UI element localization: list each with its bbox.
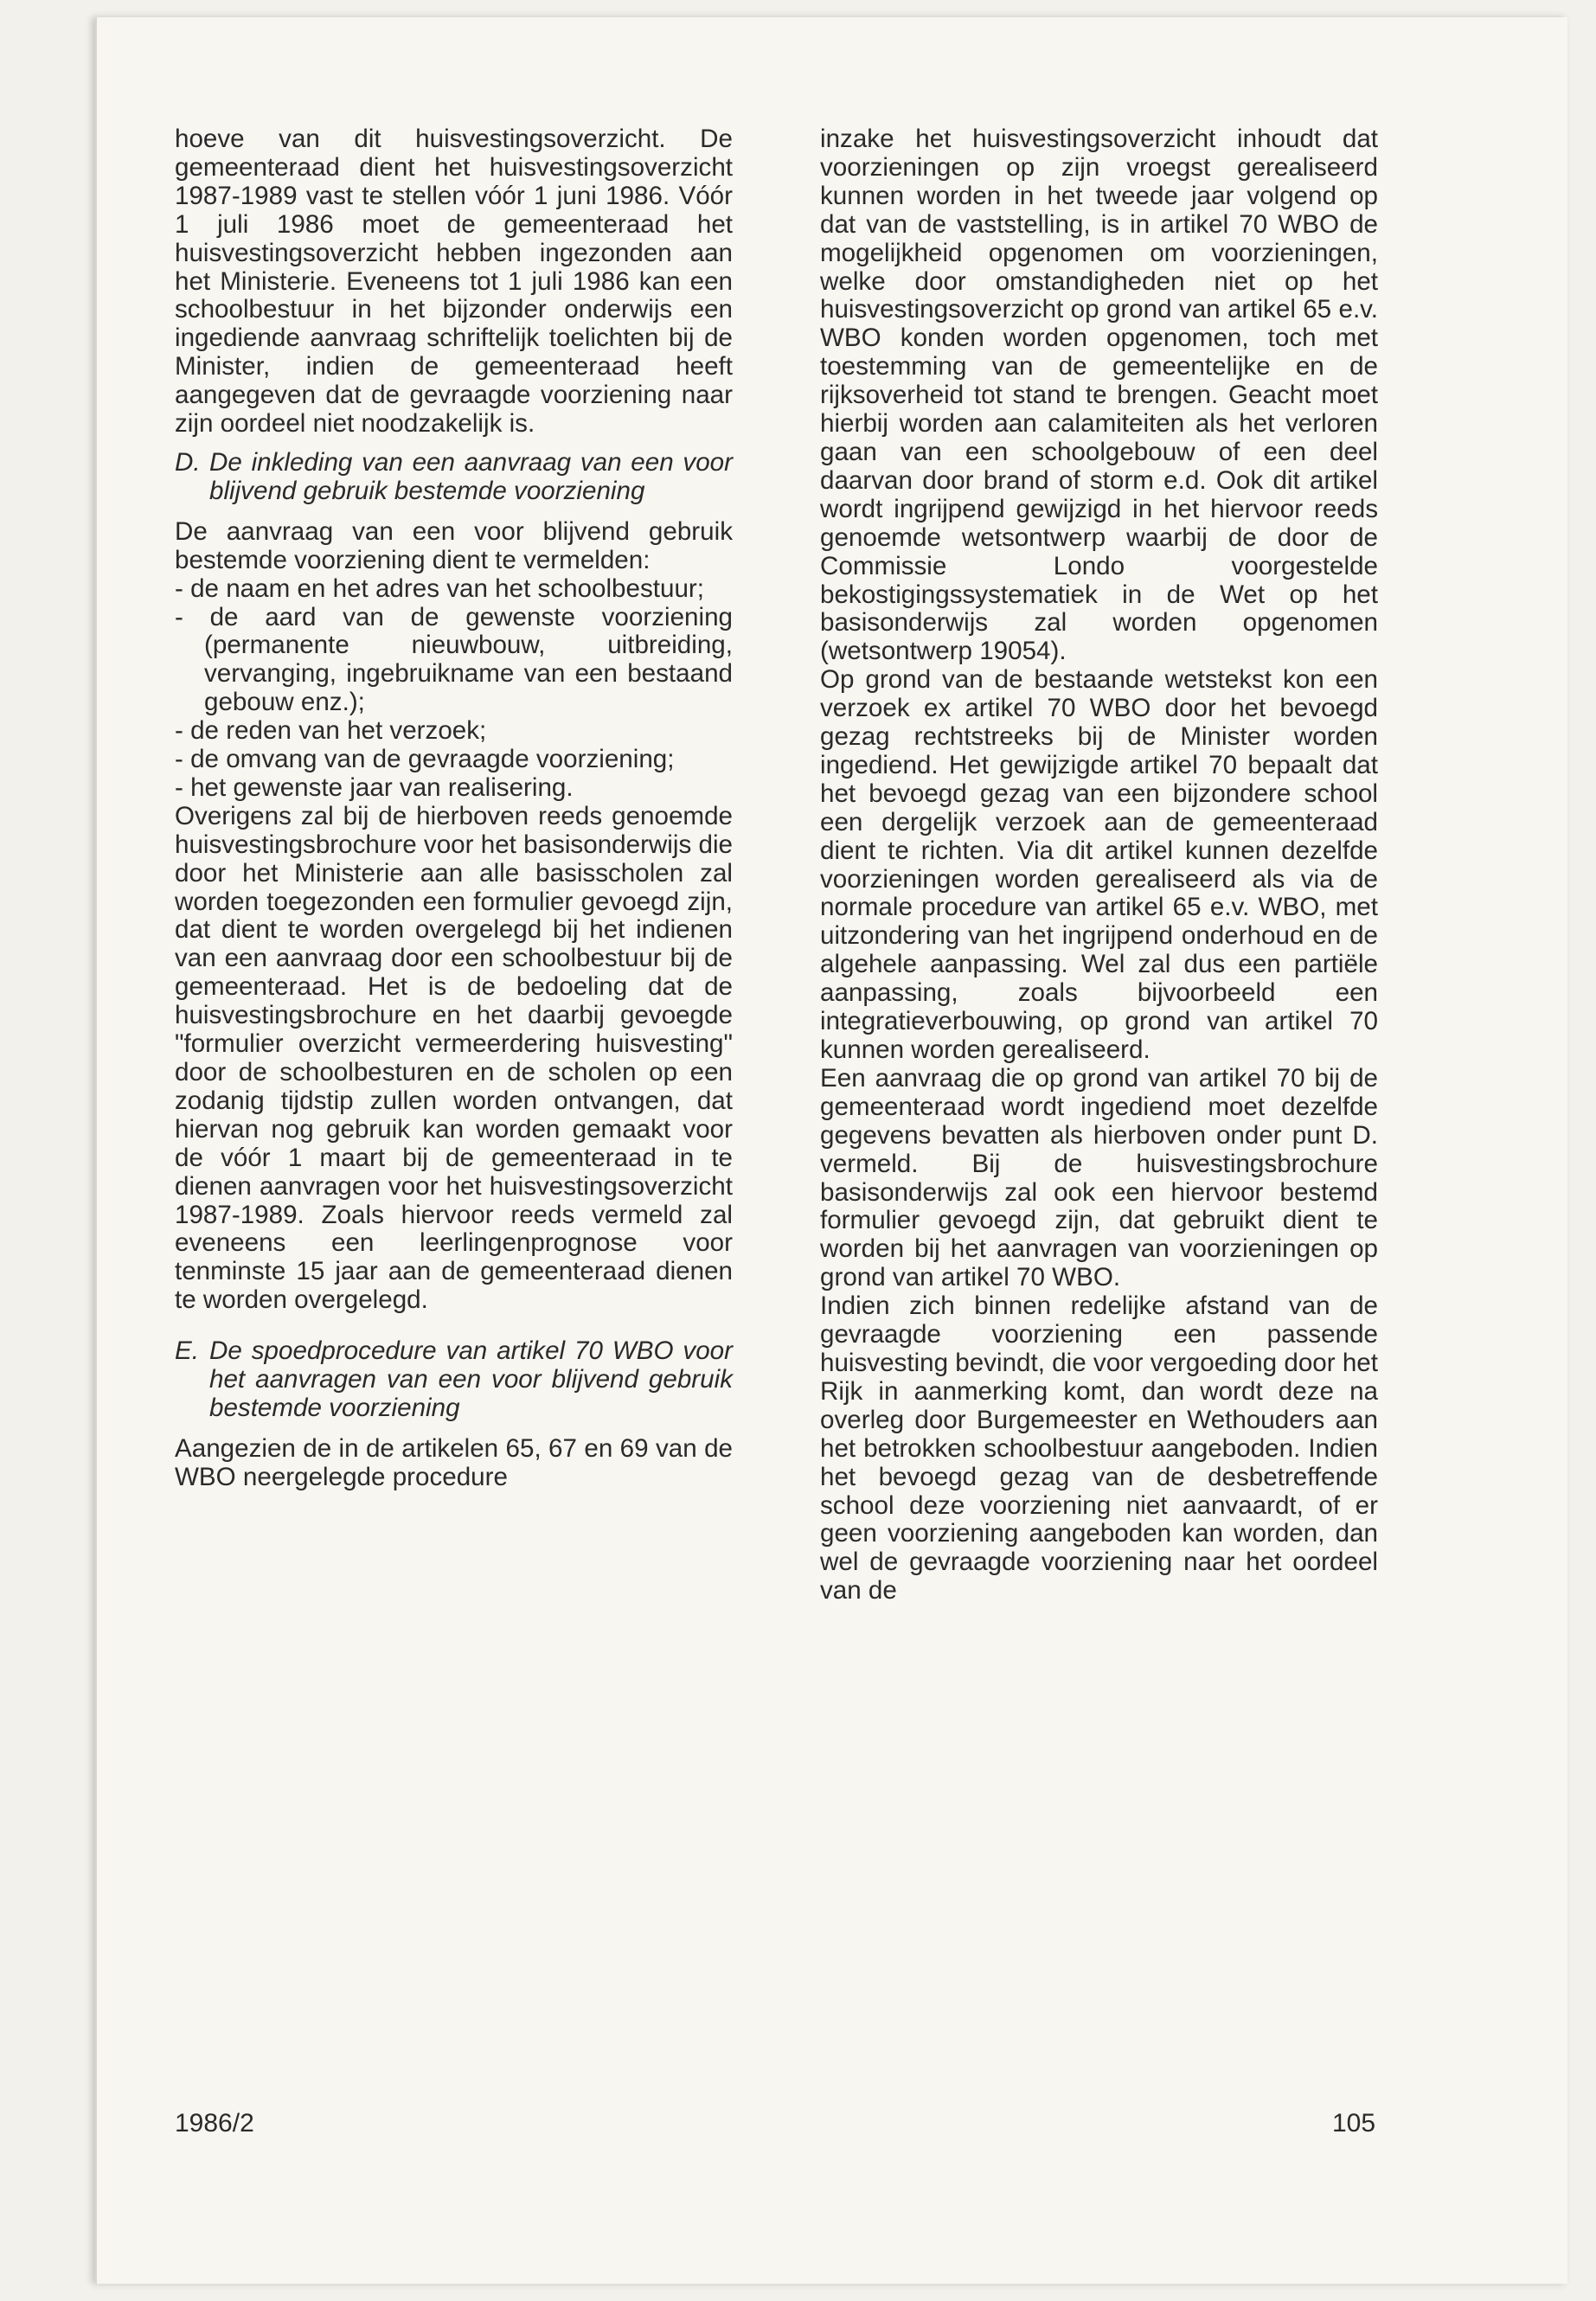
list-item: - de naam en het adres van het schoolbestuur;: [175, 574, 704, 603]
issue-number: 1986/2: [175, 2109, 254, 2138]
section-e-label: E.: [175, 1336, 199, 1366]
list-item: - de reden van het verzoek;: [175, 716, 487, 746]
section-d-title: De inkleding van een aanvraag van een voor blijvend gebruik bestemde voorziening: [209, 447, 733, 505]
list-item: - het gewenste jaar van realisering.: [175, 772, 574, 802]
right-column: [820, 125, 1378, 1606]
page-number: 105: [1332, 2109, 1376, 2138]
left-column: [175, 125, 733, 1492]
section-d-label: D.: [175, 447, 201, 477]
section-e-title: De spoedprocedure van artikel 70 WBO voor het aanvragen van een voor blijvend gebruik bestemde voorziening: [209, 1336, 733, 1422]
paragraph: Indien zich binnen redelijke afstand van de gevraagde voorziening een passende huisvesting bevindt, die voor vergoeding door het Rijk in aanmerking komt, dan wordt deze na overleg door Burgemeester en Wethouders aan het betrokken schoolbestuur aangeboden. Indien het bevoegd gezag van de desbetreffende school deze voorziening niet aanvaardt, of er geen voorziening aangeboden kan worden, dan wel de gevraagde voorziening naar het oordeel van de: [820, 1292, 1378, 1606]
section-d-body: Overigens zal bij de hierboven reeds genoemde huisvestingsbrochure voor het basisonderwijs die door het Ministerie aan alle basisscholen zal worden toegezonden een formulier gevoegd zijn, dat dient te worden overgelegd bij het indienen van een aanvraag door een schoolbestuur bij de gemeenteraad. Het is de bedoeling dat de huisvestingsbrochure en het daarbij gevoegde "formulier overzicht vermeerdering huisvesting" door de schoolbesturen en de scholen op een zodanig tijdstip zullen worden ontvangen, dat hiervan nog gebruik kan worden gemaakt voor de vóór 1 maart bij de gemeenteraad in te dienen aanvragen voor het huisvestingsoverzicht 1987-1989. Zoals hiervoor reeds vermeld zal eveneens een leerlingenprognose voor tenminste 15 jaar aan de gemeenteraad dienen te worden overgelegd.: [175, 801, 733, 1315]
section-e-body: Aangezien de in de artikelen 65, 67 en 69 van de WBO neergelegde procedure: [175, 1433, 733, 1491]
list-item: - de aard van de gewenste voorziening (permanente nieuwbouw, uitbreiding, vervanging, ingebruikname van een bestaand gebouw enz.);: [175, 602, 733, 717]
section-d-heading: [175, 449, 733, 506]
paragraph: Op grond van de bestaande wetstekst kon een verzoek ex artikel 70 WBO door het bevoegd gezag rechtstreeks bij de Minister worden ingediend. Het gewijzigde artikel 70 bepaalt dat het bevoegd gezag van een bijzondere school een dergelijk verzoek aan de gemeenteraad dient te richten. Via dit artikel kunnen dezelfde voorzieningen worden gerealiseerd als via de normale procedure van artikel 65 e.v. WBO, met uitzondering van het ingrijpend onderhoud en de algehele aanpassing. Wel zal dus een partiële aanpassing, zoals bijvoorbeeld een integratieverbouwing, op grond van artikel 70 kunnen worden gerealiseerd.: [820, 665, 1378, 1064]
section-d-intro: De aanvraag van een voor blijvend gebruik bestemde voorziening dient te vermelden:: [175, 516, 733, 574]
list-item: - de omvang van de gevraagde voorziening;: [175, 745, 675, 774]
section-d-list: [175, 575, 733, 803]
paragraph: Een aanvraag die op grond van artikel 70 bij de gemeenteraad wordt ingediend moet dezelfde gegevens bevatten als hierboven onder punt D. vermeld. Bij de huisvestingsbrochure basisonderwijs zal ook een hiervoor bestemd formulier gevoegd zijn, dat gebruikt dient te worden bij het aanvragen van voorzieningen op grond van artikel 70 WBO.: [820, 1063, 1378, 1292]
paragraph: inzake het huisvestingsoverzicht inhoudt dat voorzieningen op zijn vroegst gerealiseerd kunnen worden in het tweede jaar volgend op dat van de vaststelling, is in artikel 70 WBO de mogelijkheid opgenomen om voorzieningen, welke door omstandigheden niet op het huisvestingsoverzicht op grond van artikel 65 e.v. WBO konden worden opgenomen, toch met toestemming van de gemeentelijke en de rijksoverheid tot stand te brengen. Geacht moet hierbij worden aan calamiteiten als het verloren gaan van een schoolgebouw of een deel daarvan door brand of storm e.d. Ook dit artikel wordt ingrijpend gewijzigd in het hiervoor reeds genoemde wetsontwerp waarbij de door de Commissie Londo voorgestelde bekostigingssystematiek in de Wet op het basisonderwijs zal worden opgenomen (wetsontwerp 19054).: [820, 125, 1378, 666]
section-e-heading: [175, 1337, 733, 1423]
intro-paragraph: hoeve van dit huisvestingsoverzicht. De gemeenteraad dient het huisvestingsoverzicht 1987-1989 vast te stellen vóór 1 juni 1986. Vóór 1 juli 1986 moet de gemeenteraad het huisvestingsoverzicht hebben ingezonden aan het Ministerie. Eveneens tot 1 juli 1986 kan een schoolbestuur in het bijzonder onderwijs een ingediende aanvraag schriftelijk toelichten bij de Minister, indien de gemeenteraad heeft aangegeven dat de gevraagde voorziening naar zijn oordeel niet noodzakelijk is.: [175, 125, 733, 439]
